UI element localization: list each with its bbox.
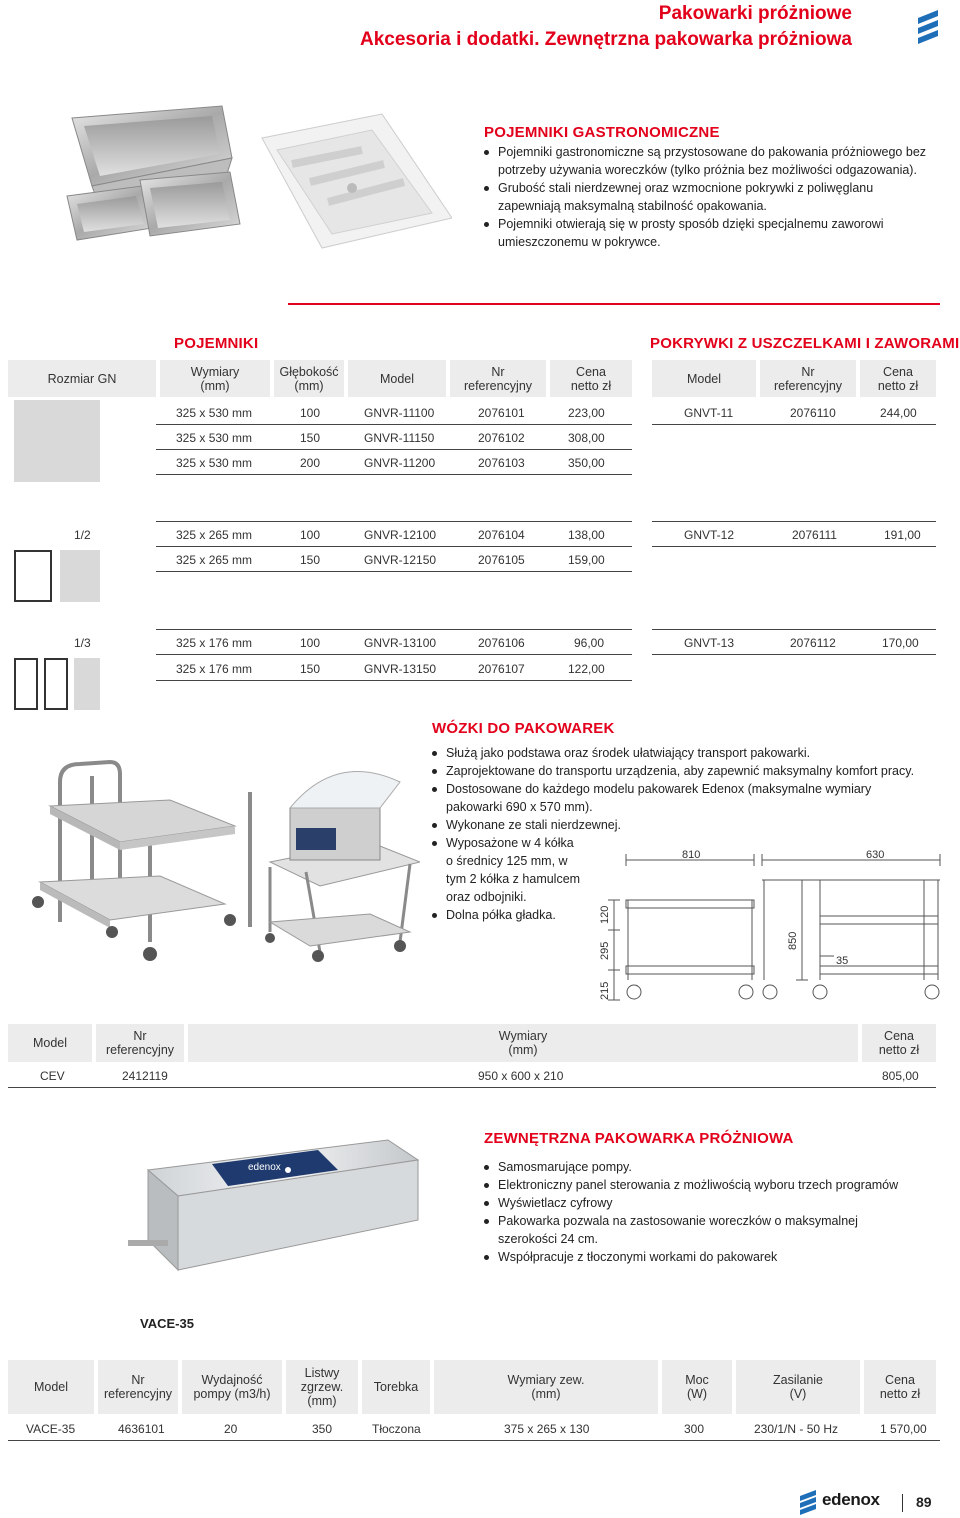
- table-cell: 100: [300, 528, 321, 542]
- table-cell: 230/1/N - 50 Hz: [754, 1422, 839, 1436]
- table-cell: 805,00: [882, 1069, 919, 1083]
- col-header-model: Model: [8, 1360, 94, 1414]
- table-cell: 308,00: [568, 431, 605, 445]
- table-cell: 325 x 265 mm: [176, 528, 253, 542]
- lid-cell: GNVT-11: [684, 406, 734, 420]
- list-item: Pojemniki gastronomiczne są przystosowane do pakowania próżniowego bez potrzeby używania woreczków (tylko próżnia bez możliwości odgazowania).: [484, 143, 934, 179]
- col-header-dimensions: Wymiary (mm): [160, 360, 270, 397]
- col-header-power: Moc (W): [662, 1360, 732, 1414]
- table-cell: 2076105: [478, 553, 525, 567]
- col-header-ext-dims: Wymiary zew. (mm): [434, 1360, 658, 1414]
- table-cell: 325 x 265 mm: [176, 553, 253, 567]
- dim-850: 850: [787, 931, 799, 950]
- gn-1-1-shape: [14, 400, 100, 482]
- lid-cell: 2076110: [790, 406, 836, 420]
- table-cell: GNVR-11150: [364, 431, 435, 445]
- row-rule: [652, 654, 936, 655]
- table-cell: VACE-35: [26, 1422, 76, 1436]
- gn-1-3-icon: [14, 658, 38, 710]
- brand-logo-icon: [914, 6, 944, 50]
- col-header-size: Rozmiar GN: [8, 360, 156, 397]
- lid-cell: 191,00: [884, 528, 921, 542]
- gn-1-2-shape: [60, 550, 100, 602]
- row-rule: [156, 424, 632, 425]
- col-header-seal-bar: Listwy zgrzew. (mm): [286, 1360, 358, 1414]
- list-item: Pakowarka pozwala na zastosowanie woreczków o maksymalnej szerokości 24 cm.: [484, 1212, 884, 1248]
- table-cell: 300: [684, 1422, 705, 1436]
- dim-630: 630: [866, 849, 885, 861]
- col-header-model: Model: [348, 360, 446, 397]
- lid-header-ref: Nr referencyjny: [760, 360, 856, 397]
- col-header-price: Cena netto zł: [864, 1360, 936, 1414]
- row-rule: [8, 1087, 936, 1088]
- row-rule: [652, 521, 936, 522]
- dim-295: 295: [599, 941, 611, 960]
- vacuum-sealer-photo: [118, 1130, 448, 1290]
- table-cell: 325 x 530 mm: [176, 431, 253, 445]
- table-cell: 138,00: [568, 528, 605, 542]
- table-cell: 223,00: [568, 406, 605, 420]
- list-item: Elektroniczny panel sterowania z możliwością wyboru trzech programów: [484, 1176, 940, 1194]
- table-cell: 325 x 530 mm: [176, 456, 253, 470]
- footer-brand: edenox: [822, 1490, 880, 1509]
- table-cell: 100: [300, 406, 321, 420]
- row-rule: [652, 424, 936, 425]
- table-cell: 950 x 600 x 210: [478, 1069, 564, 1083]
- table-cell: 2412119: [122, 1069, 168, 1083]
- row-rule: [652, 546, 936, 547]
- table-cell: 150: [300, 662, 321, 676]
- gastro-title: POJEMNIKI GASTRONOMICZNE: [484, 124, 720, 141]
- table-cell: 150: [300, 553, 321, 567]
- col-header-ref: Nr referencyjny: [98, 1360, 178, 1414]
- lid-cell: GNVT-12: [684, 528, 735, 542]
- gastro-bullets: [484, 143, 934, 251]
- lid-cell: 2076111: [792, 528, 837, 542]
- lid-cell: 170,00: [882, 636, 919, 650]
- row-rule: [156, 629, 632, 630]
- table-cell: 375 x 265 x 130: [504, 1422, 590, 1436]
- table-cell: 2076103: [478, 456, 525, 470]
- table-cell: 350: [312, 1422, 333, 1436]
- row-rule: [156, 521, 632, 522]
- row-rule: [652, 629, 936, 630]
- col-header-price: Cena netto zł: [550, 360, 632, 397]
- table-cell: 96,00: [574, 636, 605, 650]
- lid-header-model: Model: [652, 360, 756, 397]
- list-item: Współpracuje z tłoczonymi workami do pakowarek: [484, 1248, 940, 1266]
- row-rule: [156, 654, 632, 655]
- table-cell: 100: [300, 636, 321, 650]
- table-cell: 2076106: [478, 636, 525, 650]
- col-header-price: Cena netto zł: [862, 1024, 936, 1062]
- list-item: Służą jako podstawa oraz środek ułatwiający transport pakowarki.: [432, 744, 956, 762]
- table-cell: 325 x 176 mm: [176, 636, 253, 650]
- table-cell: GNVR-13100: [364, 636, 437, 650]
- table-cell: 122,00: [568, 662, 605, 676]
- list-item: Wyposażone w 4 kółka o średnicy 125 mm, w tym 2 kółka z hamulcem oraz odbojniki.: [432, 834, 582, 906]
- sealer-bullets: [484, 1158, 940, 1266]
- gn-1-3-shape: [44, 658, 68, 710]
- gastronorm-containers-photo: [52, 98, 452, 266]
- lid-cell: 2076112: [790, 636, 836, 650]
- list-item: Dolna półka gładka.: [432, 906, 956, 924]
- table-cell: 2076107: [478, 662, 525, 676]
- trolley-dimension-drawing: [594, 840, 954, 1010]
- col-header-ref: Nr referencyjny: [450, 360, 546, 397]
- size-cell: 1/3: [74, 636, 91, 650]
- containers-title: POJEMNIKI: [174, 335, 259, 352]
- trolley-title: WÓZKI DO PAKOWAREK: [432, 720, 615, 737]
- col-header-pump: Wydajność pompy (m3/h): [182, 1360, 282, 1414]
- dim-810: 810: [682, 849, 701, 861]
- table-cell: GNVR-12100: [364, 528, 437, 542]
- lid-cell: GNVT-13: [684, 636, 735, 650]
- table-cell: 325 x 176 mm: [176, 662, 253, 676]
- footer-divider: [902, 1494, 903, 1512]
- dim-120: 120: [599, 905, 611, 924]
- list-item: Zaprojektowane do transportu urządzenia, aby zapewnić maksymalny komfort pracy.: [432, 762, 956, 780]
- lid-cell: 244,00: [880, 406, 917, 420]
- row-rule: [156, 571, 632, 572]
- row-rule: [8, 1440, 940, 1441]
- row-rule: [156, 680, 632, 681]
- page-title: Pakowarki próżniowe: [658, 3, 852, 24]
- col-header-dimensions: Wymiary (mm): [188, 1024, 858, 1062]
- table-cell: GNVR-12150: [364, 553, 437, 567]
- section-divider: [288, 303, 940, 305]
- edenox-logo-icon: [798, 1488, 820, 1516]
- trolley-photo: [20, 742, 420, 972]
- table-cell: Tłoczona: [372, 1422, 421, 1436]
- table-cell: 2076101: [478, 406, 525, 420]
- gn-1-3-shape: [74, 658, 100, 710]
- col-header-model: Model: [8, 1024, 92, 1062]
- list-item: Wyświetlacz cyfrowy: [484, 1194, 940, 1212]
- col-header-supply: Zasilanie (V): [736, 1360, 860, 1414]
- gn-1-2-icon: [14, 550, 52, 602]
- page-subtitle: Akcesoria i dodatki. Zewnętrzna pakowarka próżniowa: [359, 29, 852, 50]
- table-cell: 4636101: [118, 1422, 165, 1436]
- col-header-depth: Głębokość (mm): [274, 360, 344, 397]
- page-number: 89: [916, 1494, 932, 1510]
- row-rule: [156, 474, 632, 475]
- lid-header-price: Cena netto zł: [860, 360, 936, 397]
- table-cell: 2076104: [478, 528, 525, 542]
- table-cell: 159,00: [568, 553, 605, 567]
- sealer-model-label: VACE-35: [140, 1316, 194, 1331]
- table-cell: 1 570,00: [880, 1422, 927, 1436]
- table-cell: GNVR-13150: [364, 662, 437, 676]
- table-cell: 150: [300, 431, 321, 445]
- list-item: Grubość stali nierdzewnej oraz wzmocnione pokrywki z poliwęglanu zapewniają maksymalną stabilność opakowania.: [484, 179, 934, 215]
- list-item: Wykonane ze stali nierdzewnej.: [432, 816, 956, 834]
- table-cell: GNVR-11200: [364, 456, 436, 470]
- table-cell: 200: [300, 456, 321, 470]
- col-header-ref: Nr referencyjny: [96, 1024, 184, 1062]
- dim-35: 35: [836, 955, 849, 967]
- table-cell: 20: [224, 1422, 238, 1436]
- dim-215: 215: [599, 981, 611, 1000]
- row-rule: [156, 449, 632, 450]
- list-item: Dostosowane do każdego modelu pakowarek Edenox (maksymalne wymiary pakowarki 690 x 570 mm).: [432, 780, 922, 816]
- list-item: Pojemniki otwierają się w prosty sposób dzięki specjalnemu zaworowi umieszczonemu w pokrywce.: [484, 215, 934, 251]
- table-cell: 2076102: [478, 431, 525, 445]
- row-rule: [156, 546, 632, 547]
- size-cell: 1/2: [74, 528, 91, 542]
- table-cell: CEV: [40, 1069, 65, 1083]
- panel-brand-text: edenox: [248, 1162, 281, 1173]
- list-item: Samosmarujące pompy.: [484, 1158, 940, 1176]
- table-cell: GNVR-11100: [364, 406, 435, 420]
- sealer-title: ZEWNĘTRZNA PAKOWARKA PRÓŻNIOWA: [484, 1130, 794, 1147]
- lids-title: POKRYWKI Z USZCZELKAMI I ZAWORAMI: [650, 335, 960, 352]
- table-cell: 325 x 530 mm: [176, 406, 253, 420]
- table-cell: 350,00: [568, 456, 605, 470]
- col-header-bag: Torebka: [362, 1360, 430, 1414]
